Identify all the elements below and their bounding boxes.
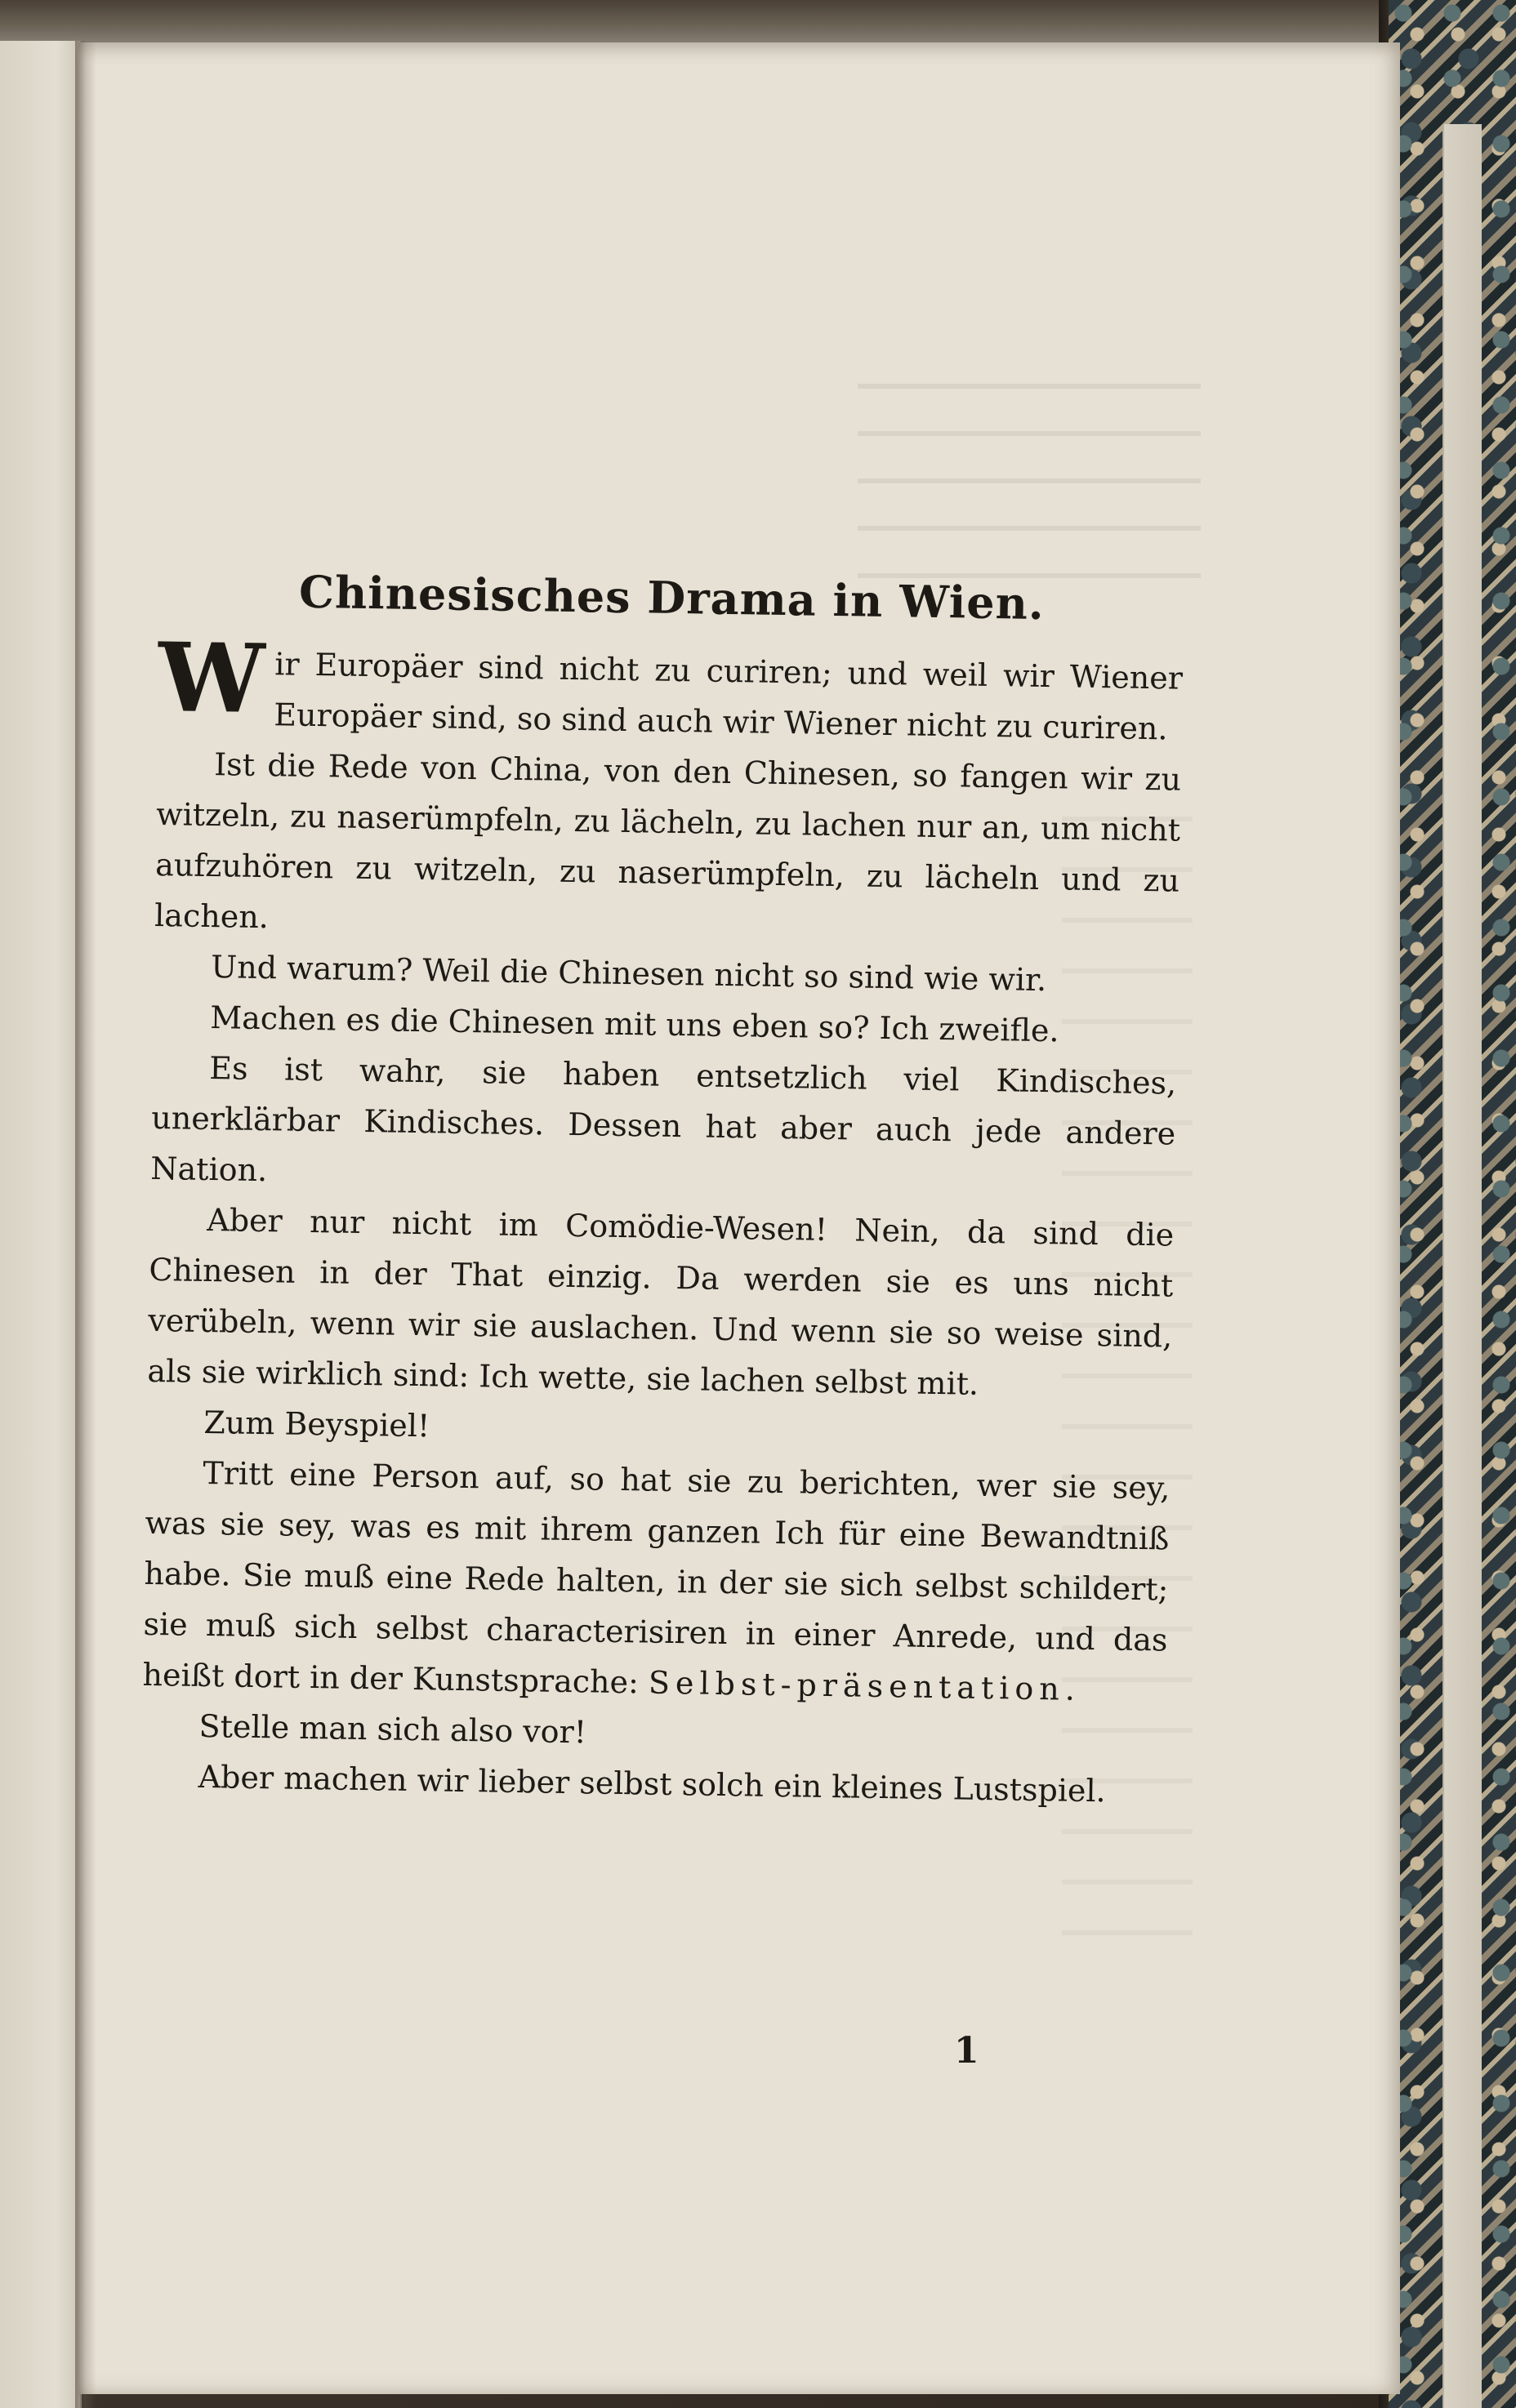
paragraph-text: Tritt eine Person auf, so hat sie zu berichten, wer sie sey, was sie sey, was es mit ihrem ganzen Ich für eine Bewandtniß habe. Sie muß eine Rede halten, in der sie sich selbst schildert; sie muß sich selbst characterisiren in einer Anrede, und das heißt dort in der Kunstsprache:	[142, 1454, 1170, 1701]
paragraph: Stelle man sich also vor!	[198, 1707, 587, 1751]
emphasized-term: Selbst-präsentation.	[648, 1664, 1081, 1707]
bleed-through	[858, 384, 1201, 596]
paragraph	[142, 1447, 1170, 1716]
binding-top-edge	[0, 0, 1516, 49]
paragraph: Zum Beyspiel!	[203, 1404, 430, 1444]
paragraph: Es ist wahr, sie haben entsetzlich viel Kindisches, unerklärbar Kindisches. Dessen hat aber auch jede andere Nation.	[150, 1050, 1177, 1189]
paragraph	[157, 621, 1184, 754]
paragraph-text: ir Europäer sind nicht zu curiren; und weil wir Wiener Europäer sind, so sind auch wir Wiener nicht zu curiren.	[274, 646, 1184, 747]
page-title: Chinesisches Drama in Wien.	[298, 565, 1046, 630]
gutter-shadow	[75, 41, 96, 2408]
paragraph: Aber nur nicht im Comödie-Wesen! Nein, da sind die Chinesen in der That einzig. Da werden sie es uns nicht verübeln, wenn wir sie auslachen. Und wenn sie so weise sind, als sie wirklich sind: Ich wette, sie lachen selbst mit.	[147, 1202, 1175, 1402]
left-facing-page	[0, 41, 82, 2408]
page-number: 1	[954, 2030, 979, 2072]
paragraph: Machen es die Chinesen mit uns eben so? Ich zweifle.	[209, 999, 1059, 1049]
paragraph: Aber machen wir lieber selbst solch ein kleines Lustspiel.	[198, 1758, 1107, 1809]
drop-cap: W	[157, 621, 266, 736]
page-edge	[1442, 124, 1482, 2408]
paragraph: Ist die Rede von China, von den Chinesen, so fangen wir zu witzeln, zu naserümpfeln, zu lächeln, zu lachen nur an, um nicht aufzuhören zu witzeln, zu naserümpfeln, zu lächeln und zu lachen.	[154, 746, 1182, 936]
paragraph: Und warum? Weil die Chinesen nicht so sind wie wir.	[210, 949, 1047, 999]
page-text	[140, 563, 1184, 1818]
